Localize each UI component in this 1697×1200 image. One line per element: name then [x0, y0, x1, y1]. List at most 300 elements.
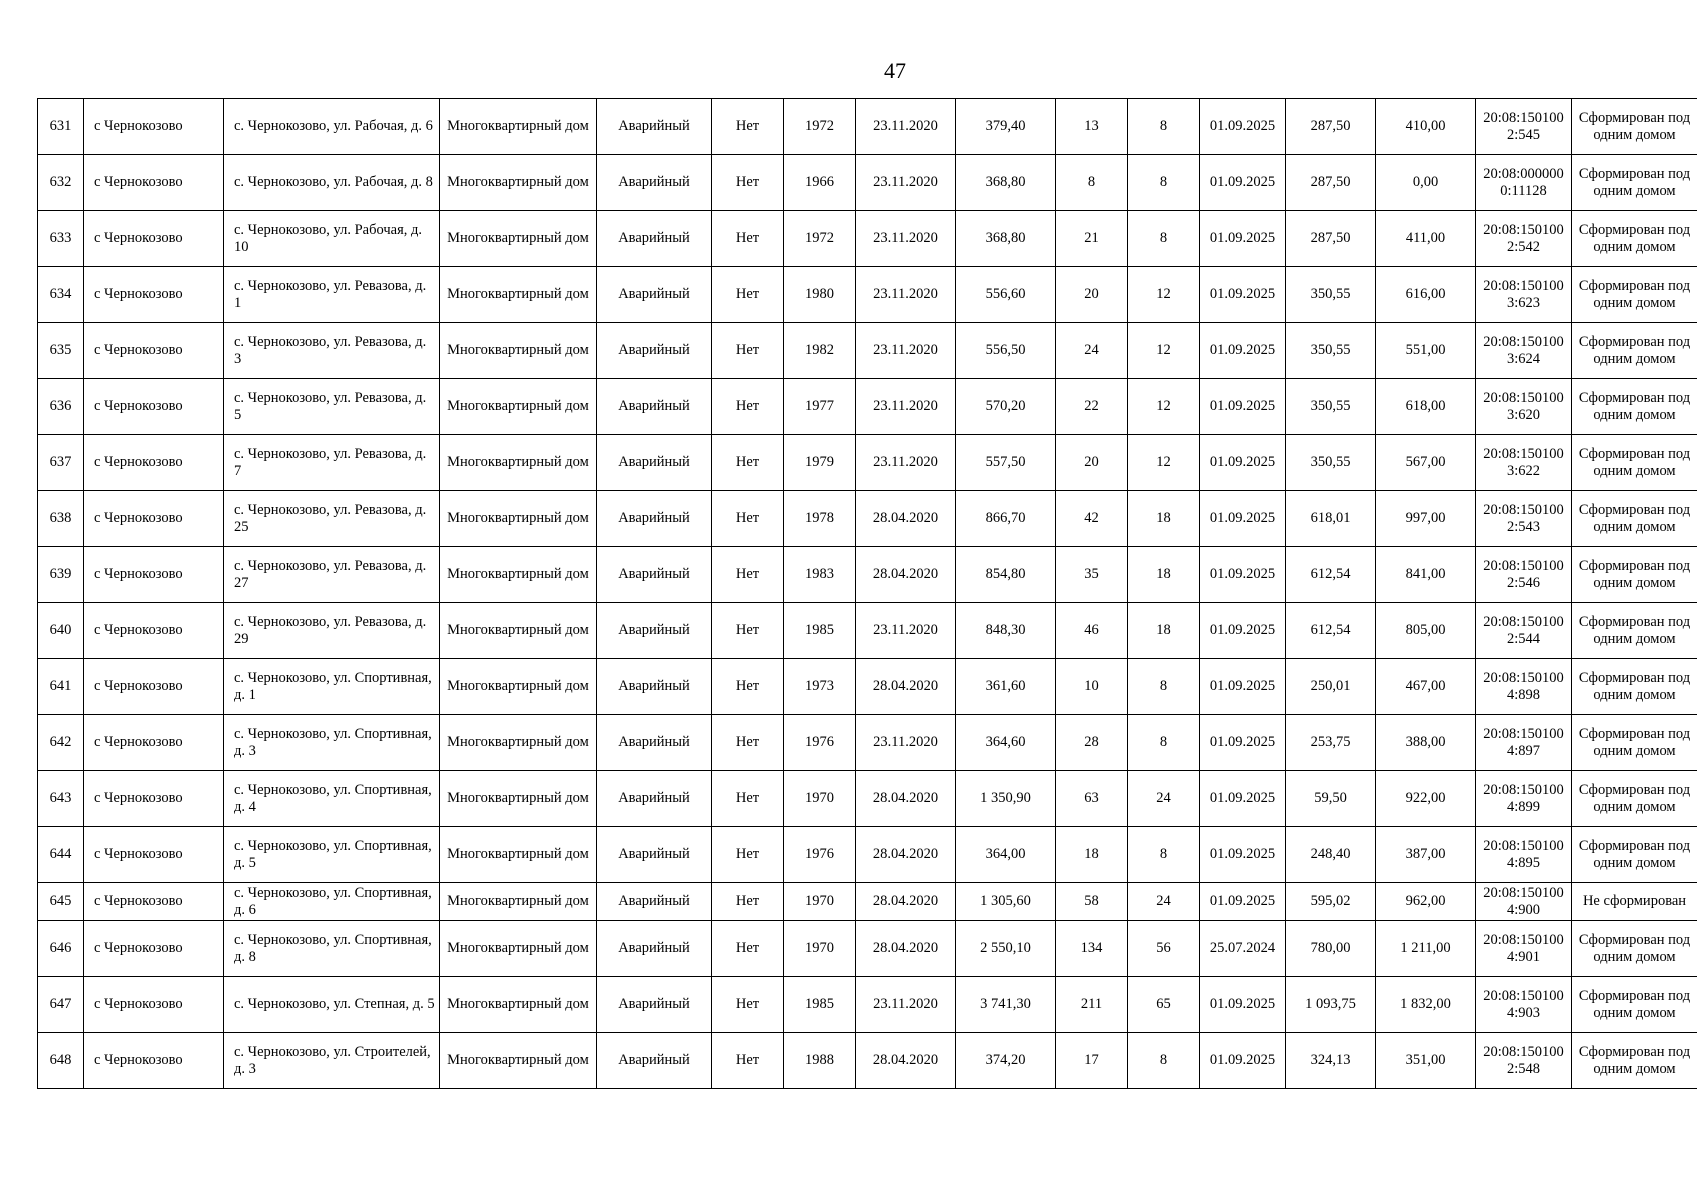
residents-cell: 18 — [1056, 827, 1128, 883]
flag-cell: Нет — [712, 435, 784, 491]
deadline-cell: 01.09.2025 — [1200, 323, 1286, 379]
cadastral-cell: 20:08:1501002:546 — [1476, 547, 1572, 603]
area-cell: 854,80 — [956, 547, 1056, 603]
row-number: 645 — [38, 883, 84, 921]
apartments-cell: 12 — [1128, 323, 1200, 379]
land-area-cell: 595,02 — [1286, 883, 1376, 921]
area-cell: 364,00 — [956, 827, 1056, 883]
building-type-cell: Многоквартирный дом — [440, 1033, 597, 1089]
settlement-cell: с Чернокозово — [84, 827, 224, 883]
area-cell: 556,60 — [956, 267, 1056, 323]
building-type-cell: Многоквартирный дом — [440, 323, 597, 379]
area2-cell: 616,00 — [1376, 267, 1476, 323]
residents-cell: 10 — [1056, 659, 1128, 715]
row-number: 640 — [38, 603, 84, 659]
table-row — [38, 323, 1697, 379]
land-area-cell: 350,55 — [1286, 323, 1376, 379]
flag-cell: Нет — [712, 659, 784, 715]
table-row — [38, 827, 1697, 883]
address-cell: с. Чернокозово, ул. Ревазова, д. 5 — [224, 379, 440, 435]
status-cell: Сформирован под одним домом — [1572, 715, 1697, 771]
apartments-cell: 24 — [1128, 883, 1200, 921]
flag-cell: Нет — [712, 491, 784, 547]
address-cell: с. Чернокозово, ул. Степная, д. 5 — [224, 977, 440, 1033]
condition-cell: Аварийный — [597, 603, 712, 659]
row-number: 648 — [38, 1033, 84, 1089]
settlement-cell: с Чернокозово — [84, 379, 224, 435]
apartments-cell: 56 — [1128, 921, 1200, 977]
residents-cell: 22 — [1056, 379, 1128, 435]
building-type-cell: Многоквартирный дом — [440, 827, 597, 883]
residents-cell: 42 — [1056, 491, 1128, 547]
building-type-cell: Многоквартирный дом — [440, 977, 597, 1033]
condition-cell: Аварийный — [597, 715, 712, 771]
date-cell: 23.11.2020 — [856, 155, 956, 211]
residents-cell: 20 — [1056, 435, 1128, 491]
settlement-cell: с Чернокозово — [84, 267, 224, 323]
area-cell: 364,60 — [956, 715, 1056, 771]
row-number: 631 — [38, 99, 84, 155]
land-area-cell: 287,50 — [1286, 99, 1376, 155]
flag-cell: Нет — [712, 99, 784, 155]
status-cell: Сформирован под одним домом — [1572, 921, 1697, 977]
apartments-cell: 12 — [1128, 435, 1200, 491]
cadastral-cell: 20:08:1501004:895 — [1476, 827, 1572, 883]
cadastral-cell: 20:08:1501002:548 — [1476, 1033, 1572, 1089]
residents-cell: 24 — [1056, 323, 1128, 379]
year-cell: 1982 — [784, 323, 856, 379]
building-type-cell: Многоквартирный дом — [440, 379, 597, 435]
building-type-cell: Многоквартирный дом — [440, 771, 597, 827]
table-row — [38, 883, 1697, 921]
address-cell: с. Чернокозово, ул. Спортивная, д. 4 — [224, 771, 440, 827]
condition-cell: Аварийный — [597, 99, 712, 155]
date-cell: 23.11.2020 — [856, 435, 956, 491]
condition-cell: Аварийный — [597, 921, 712, 977]
area2-cell: 467,00 — [1376, 659, 1476, 715]
deadline-cell: 01.09.2025 — [1200, 211, 1286, 267]
date-cell: 28.04.2020 — [856, 659, 956, 715]
address-cell: с. Чернокозово, ул. Рабочая, д. 10 — [224, 211, 440, 267]
land-area-cell: 324,13 — [1286, 1033, 1376, 1089]
address-cell: с. Чернокозово, ул. Ревазова, д. 29 — [224, 603, 440, 659]
row-number: 639 — [38, 547, 84, 603]
table-row — [38, 715, 1697, 771]
area2-cell: 551,00 — [1376, 323, 1476, 379]
table-body — [38, 99, 1697, 1089]
apartments-cell: 8 — [1128, 659, 1200, 715]
table-row — [38, 659, 1697, 715]
table-row — [38, 771, 1697, 827]
flag-cell: Нет — [712, 921, 784, 977]
settlement-cell: с Чернокозово — [84, 491, 224, 547]
housing-registry-table — [37, 98, 1697, 1089]
date-cell: 28.04.2020 — [856, 827, 956, 883]
cadastral-cell: 20:08:1501003:620 — [1476, 379, 1572, 435]
area-cell: 557,50 — [956, 435, 1056, 491]
area2-cell: 387,00 — [1376, 827, 1476, 883]
status-cell: Сформирован под одним домом — [1572, 267, 1697, 323]
area2-cell: 962,00 — [1376, 883, 1476, 921]
residents-cell: 28 — [1056, 715, 1128, 771]
cadastral-cell: 20:08:0000000:11128 — [1476, 155, 1572, 211]
address-cell: с. Чернокозово, ул. Ревазова, д. 7 — [224, 435, 440, 491]
apartments-cell: 18 — [1128, 603, 1200, 659]
status-cell: Сформирован под одним домом — [1572, 1033, 1697, 1089]
apartments-cell: 8 — [1128, 827, 1200, 883]
area-cell: 379,40 — [956, 99, 1056, 155]
apartments-cell: 8 — [1128, 211, 1200, 267]
apartments-cell: 8 — [1128, 155, 1200, 211]
settlement-cell: с Чернокозово — [84, 435, 224, 491]
land-area-cell: 253,75 — [1286, 715, 1376, 771]
area2-cell: 567,00 — [1376, 435, 1476, 491]
flag-cell: Нет — [712, 603, 784, 659]
date-cell: 23.11.2020 — [856, 211, 956, 267]
status-cell: Сформирован под одним домом — [1572, 99, 1697, 155]
row-number: 632 — [38, 155, 84, 211]
land-area-cell: 287,50 — [1286, 211, 1376, 267]
settlement-cell: с Чернокозово — [84, 977, 224, 1033]
row-number: 633 — [38, 211, 84, 267]
building-type-cell: Многоквартирный дом — [440, 715, 597, 771]
row-number: 642 — [38, 715, 84, 771]
condition-cell: Аварийный — [597, 491, 712, 547]
area2-cell: 618,00 — [1376, 379, 1476, 435]
address-cell: с. Чернокозово, ул. Спортивная, д. 8 — [224, 921, 440, 977]
building-type-cell: Многоквартирный дом — [440, 491, 597, 547]
building-type-cell: Многоквартирный дом — [440, 883, 597, 921]
building-type-cell: Многоквартирный дом — [440, 921, 597, 977]
apartments-cell: 12 — [1128, 379, 1200, 435]
area-cell: 848,30 — [956, 603, 1056, 659]
table-row — [38, 379, 1697, 435]
page-number: 47 — [884, 58, 906, 83]
row-number: 643 — [38, 771, 84, 827]
land-area-cell: 350,55 — [1286, 379, 1376, 435]
cadastral-cell: 20:08:1501004:898 — [1476, 659, 1572, 715]
area-cell: 368,80 — [956, 155, 1056, 211]
row-number: 647 — [38, 977, 84, 1033]
flag-cell: Нет — [712, 977, 784, 1033]
status-cell: Сформирован под одним домом — [1572, 211, 1697, 267]
settlement-cell: с Чернокозово — [84, 99, 224, 155]
area-cell: 2 550,10 — [956, 921, 1056, 977]
area-cell: 866,70 — [956, 491, 1056, 547]
year-cell: 1983 — [784, 547, 856, 603]
year-cell: 1970 — [784, 921, 856, 977]
apartments-cell: 18 — [1128, 491, 1200, 547]
cadastral-cell: 20:08:1501002:544 — [1476, 603, 1572, 659]
apartments-cell: 18 — [1128, 547, 1200, 603]
area2-cell: 1 832,00 — [1376, 977, 1476, 1033]
settlement-cell: с Чернокозово — [84, 155, 224, 211]
settlement-cell: с Чернокозово — [84, 921, 224, 977]
status-cell: Сформирован под одним домом — [1572, 659, 1697, 715]
deadline-cell: 01.09.2025 — [1200, 977, 1286, 1033]
flag-cell: Нет — [712, 267, 784, 323]
flag-cell: Нет — [712, 211, 784, 267]
year-cell: 1976 — [784, 715, 856, 771]
settlement-cell: с Чернокозово — [84, 323, 224, 379]
land-area-cell: 618,01 — [1286, 491, 1376, 547]
area-cell: 361,60 — [956, 659, 1056, 715]
date-cell: 23.11.2020 — [856, 603, 956, 659]
cadastral-cell: 20:08:1501004:897 — [1476, 715, 1572, 771]
area-cell: 368,80 — [956, 211, 1056, 267]
apartments-cell: 8 — [1128, 715, 1200, 771]
year-cell: 1985 — [784, 603, 856, 659]
residents-cell: 13 — [1056, 99, 1128, 155]
table-row — [38, 99, 1697, 155]
area-cell: 570,20 — [956, 379, 1056, 435]
date-cell: 28.04.2020 — [856, 491, 956, 547]
area-cell: 3 741,30 — [956, 977, 1056, 1033]
settlement-cell: с Чернокозово — [84, 715, 224, 771]
deadline-cell: 01.09.2025 — [1200, 659, 1286, 715]
address-cell: с. Чернокозово, ул. Ревазова, д. 1 — [224, 267, 440, 323]
condition-cell: Аварийный — [597, 547, 712, 603]
land-area-cell: 612,54 — [1286, 547, 1376, 603]
year-cell: 1988 — [784, 1033, 856, 1089]
deadline-cell: 01.09.2025 — [1200, 547, 1286, 603]
address-cell: с. Чернокозово, ул. Спортивная, д. 6 — [224, 883, 440, 921]
deadline-cell: 01.09.2025 — [1200, 155, 1286, 211]
condition-cell: Аварийный — [597, 883, 712, 921]
condition-cell: Аварийный — [597, 1033, 712, 1089]
area2-cell: 997,00 — [1376, 491, 1476, 547]
flag-cell: Нет — [712, 155, 784, 211]
table-row — [38, 977, 1697, 1033]
date-cell: 23.11.2020 — [856, 379, 956, 435]
address-cell: с. Чернокозово, ул. Ревазова, д. 25 — [224, 491, 440, 547]
apartments-cell: 65 — [1128, 977, 1200, 1033]
settlement-cell: с Чернокозово — [84, 211, 224, 267]
settlement-cell: с Чернокозово — [84, 547, 224, 603]
building-type-cell: Многоквартирный дом — [440, 659, 597, 715]
table-row — [38, 603, 1697, 659]
table-row — [38, 921, 1697, 977]
flag-cell: Нет — [712, 771, 784, 827]
deadline-cell: 01.09.2025 — [1200, 715, 1286, 771]
building-type-cell: Многоквартирный дом — [440, 211, 597, 267]
date-cell: 23.11.2020 — [856, 267, 956, 323]
land-area-cell: 350,55 — [1286, 267, 1376, 323]
date-cell: 23.11.2020 — [856, 977, 956, 1033]
settlement-cell: с Чернокозово — [84, 771, 224, 827]
row-number: 637 — [38, 435, 84, 491]
area2-cell: 388,00 — [1376, 715, 1476, 771]
deadline-cell: 01.09.2025 — [1200, 435, 1286, 491]
cadastral-cell: 20:08:1501003:624 — [1476, 323, 1572, 379]
table-row — [38, 155, 1697, 211]
cadastral-cell: 20:08:1501004:900 — [1476, 883, 1572, 921]
area2-cell: 0,00 — [1376, 155, 1476, 211]
cadastral-cell: 20:08:1501002:542 — [1476, 211, 1572, 267]
status-cell: Сформирован под одним домом — [1572, 771, 1697, 827]
table-row — [38, 491, 1697, 547]
flag-cell: Нет — [712, 1033, 784, 1089]
building-type-cell: Многоквартирный дом — [440, 435, 597, 491]
apartments-cell: 24 — [1128, 771, 1200, 827]
area2-cell: 351,00 — [1376, 1033, 1476, 1089]
settlement-cell: с Чернокозово — [84, 883, 224, 921]
land-area-cell: 287,50 — [1286, 155, 1376, 211]
condition-cell: Аварийный — [597, 211, 712, 267]
flag-cell: Нет — [712, 379, 784, 435]
year-cell: 1976 — [784, 827, 856, 883]
status-cell: Сформирован под одним домом — [1572, 977, 1697, 1033]
status-cell: Сформирован под одним домом — [1572, 827, 1697, 883]
status-cell: Сформирован под одним домом — [1572, 603, 1697, 659]
condition-cell: Аварийный — [597, 155, 712, 211]
settlement-cell: с Чернокозово — [84, 659, 224, 715]
flag-cell: Нет — [712, 323, 784, 379]
year-cell: 1972 — [784, 211, 856, 267]
year-cell: 1972 — [784, 99, 856, 155]
condition-cell: Аварийный — [597, 977, 712, 1033]
apartments-cell: 8 — [1128, 1033, 1200, 1089]
land-area-cell: 350,55 — [1286, 435, 1376, 491]
area-cell: 556,50 — [956, 323, 1056, 379]
residents-cell: 58 — [1056, 883, 1128, 921]
year-cell: 1979 — [784, 435, 856, 491]
year-cell: 1977 — [784, 379, 856, 435]
residents-cell: 8 — [1056, 155, 1128, 211]
address-cell: с. Чернокозово, ул. Спортивная, д. 1 — [224, 659, 440, 715]
building-type-cell: Многоквартирный дом — [440, 267, 597, 323]
date-cell: 28.04.2020 — [856, 547, 956, 603]
cadastral-cell: 20:08:1501003:622 — [1476, 435, 1572, 491]
date-cell: 23.11.2020 — [856, 323, 956, 379]
deadline-cell: 01.09.2025 — [1200, 883, 1286, 921]
date-cell: 28.04.2020 — [856, 1033, 956, 1089]
residents-cell: 21 — [1056, 211, 1128, 267]
deadline-cell: 01.09.2025 — [1200, 771, 1286, 827]
apartments-cell: 12 — [1128, 267, 1200, 323]
condition-cell: Аварийный — [597, 435, 712, 491]
address-cell: с. Чернокозово, ул. Спортивная, д. 3 — [224, 715, 440, 771]
settlement-cell: с Чернокозово — [84, 603, 224, 659]
date-cell: 28.04.2020 — [856, 771, 956, 827]
status-cell: Сформирован под одним домом — [1572, 547, 1697, 603]
deadline-cell: 25.07.2024 — [1200, 921, 1286, 977]
status-cell: Сформирован под одним домом — [1572, 155, 1697, 211]
table-row — [38, 1033, 1697, 1089]
year-cell: 1978 — [784, 491, 856, 547]
year-cell: 1966 — [784, 155, 856, 211]
date-cell: 28.04.2020 — [856, 921, 956, 977]
condition-cell: Аварийный — [597, 323, 712, 379]
residents-cell: 63 — [1056, 771, 1128, 827]
status-cell: Не сформирован — [1572, 883, 1697, 921]
condition-cell: Аварийный — [597, 827, 712, 883]
address-cell: с. Чернокозово, ул. Ревазова, д. 27 — [224, 547, 440, 603]
area-cell: 1 305,60 — [956, 883, 1056, 921]
address-cell: с. Чернокозово, ул. Ревазова, д. 3 — [224, 323, 440, 379]
condition-cell: Аварийный — [597, 659, 712, 715]
building-type-cell: Многоквартирный дом — [440, 547, 597, 603]
row-number: 635 — [38, 323, 84, 379]
deadline-cell: 01.09.2025 — [1200, 603, 1286, 659]
deadline-cell: 01.09.2025 — [1200, 827, 1286, 883]
row-number: 634 — [38, 267, 84, 323]
area-cell: 374,20 — [956, 1033, 1056, 1089]
area2-cell: 922,00 — [1376, 771, 1476, 827]
date-cell: 23.11.2020 — [856, 99, 956, 155]
table-row — [38, 211, 1697, 267]
cadastral-cell: 20:08:1501004:901 — [1476, 921, 1572, 977]
cadastral-cell: 20:08:1501002:543 — [1476, 491, 1572, 547]
status-cell: Сформирован под одним домом — [1572, 435, 1697, 491]
status-cell: Сформирован под одним домом — [1572, 379, 1697, 435]
year-cell: 1973 — [784, 659, 856, 715]
flag-cell: Нет — [712, 883, 784, 921]
building-type-cell: Многоквартирный дом — [440, 155, 597, 211]
building-type-cell: Многоквартирный дом — [440, 603, 597, 659]
year-cell: 1985 — [784, 977, 856, 1033]
deadline-cell: 01.09.2025 — [1200, 379, 1286, 435]
residents-cell: 20 — [1056, 267, 1128, 323]
flag-cell: Нет — [712, 827, 784, 883]
address-cell: с. Чернокозово, ул. Рабочая, д. 6 — [224, 99, 440, 155]
cadastral-cell: 20:08:1501004:903 — [1476, 977, 1572, 1033]
land-area-cell: 780,00 — [1286, 921, 1376, 977]
row-number: 641 — [38, 659, 84, 715]
apartments-cell: 8 — [1128, 99, 1200, 155]
cadastral-cell: 20:08:1501002:545 — [1476, 99, 1572, 155]
address-cell: с. Чернокозово, ул. Спортивная, д. 5 — [224, 827, 440, 883]
year-cell: 1980 — [784, 267, 856, 323]
table-row — [38, 547, 1697, 603]
area2-cell: 411,00 — [1376, 211, 1476, 267]
condition-cell: Аварийный — [597, 379, 712, 435]
row-number: 644 — [38, 827, 84, 883]
deadline-cell: 01.09.2025 — [1200, 99, 1286, 155]
row-number: 636 — [38, 379, 84, 435]
flag-cell: Нет — [712, 715, 784, 771]
year-cell: 1970 — [784, 883, 856, 921]
status-cell: Сформирован под одним домом — [1572, 323, 1697, 379]
area2-cell: 805,00 — [1376, 603, 1476, 659]
deadline-cell: 01.09.2025 — [1200, 267, 1286, 323]
residents-cell: 17 — [1056, 1033, 1128, 1089]
condition-cell: Аварийный — [597, 267, 712, 323]
cadastral-cell: 20:08:1501004:899 — [1476, 771, 1572, 827]
area2-cell: 841,00 — [1376, 547, 1476, 603]
deadline-cell: 01.09.2025 — [1200, 1033, 1286, 1089]
deadline-cell: 01.09.2025 — [1200, 491, 1286, 547]
table-row — [38, 267, 1697, 323]
date-cell: 23.11.2020 — [856, 715, 956, 771]
date-cell: 28.04.2020 — [856, 883, 956, 921]
land-area-cell: 59,50 — [1286, 771, 1376, 827]
year-cell: 1970 — [784, 771, 856, 827]
status-cell: Сформирован под одним домом — [1572, 491, 1697, 547]
residents-cell: 211 — [1056, 977, 1128, 1033]
flag-cell: Нет — [712, 547, 784, 603]
land-area-cell: 1 093,75 — [1286, 977, 1376, 1033]
row-number: 646 — [38, 921, 84, 977]
land-area-cell: 248,40 — [1286, 827, 1376, 883]
land-area-cell: 612,54 — [1286, 603, 1376, 659]
settlement-cell: с Чернокозово — [84, 1033, 224, 1089]
area2-cell: 1 211,00 — [1376, 921, 1476, 977]
address-cell: с. Чернокозово, ул. Рабочая, д. 8 — [224, 155, 440, 211]
residents-cell: 134 — [1056, 921, 1128, 977]
row-number: 638 — [38, 491, 84, 547]
residents-cell: 46 — [1056, 603, 1128, 659]
